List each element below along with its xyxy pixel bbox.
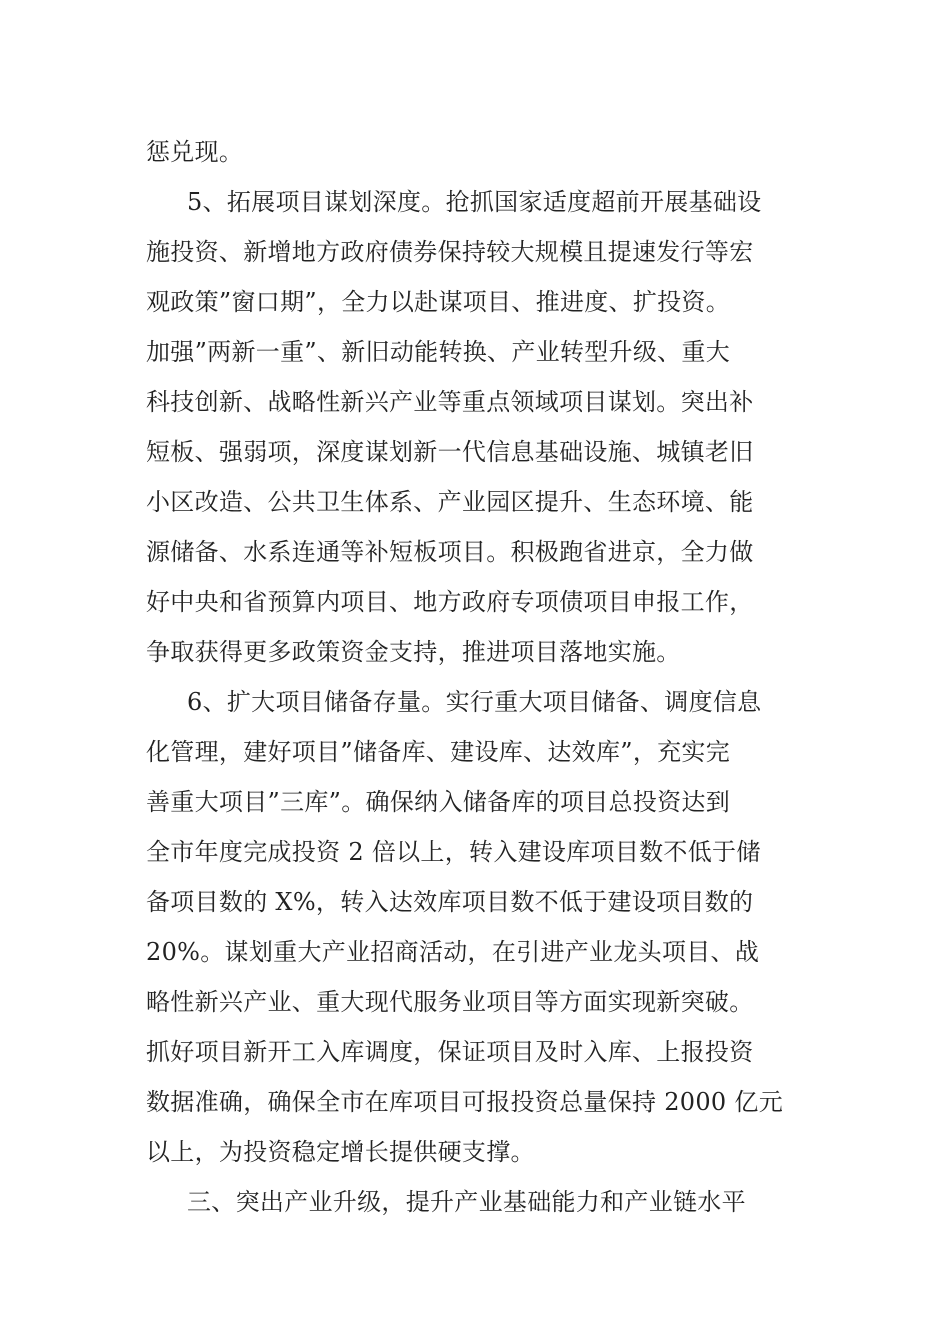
paragraph-6-first-line: 6、扩大项目储备存量。实行重大项目储备、调度信息 bbox=[187, 688, 762, 716]
text-line: 好中央和省预算内项目、地方政府专项债项目申报工作， bbox=[146, 588, 754, 616]
text-line: 备项目数的 X%，转入达效库项目数不低于建设项目数的 bbox=[146, 888, 754, 916]
text-line: 施投资、新增地方政府债券保持较大规模且提速发行等宏 bbox=[146, 238, 754, 266]
text-line: 加强”两新一重”、新旧动能转换、产业转型升级、重大 bbox=[146, 338, 731, 366]
text-line: 短板、强弱项，深度谋划新一代信息基础设施、城镇老旧 bbox=[146, 438, 754, 466]
text-line: 源储备、水系连通等补短板项目。积极跑省进京，全力做 bbox=[146, 538, 754, 566]
text-line: 小区改造、公共卫生体系、产业园区提升、生态环境、能 bbox=[146, 488, 754, 516]
section-heading: 三、突出产业升级，提升产业基础能力和产业链水平 bbox=[187, 1188, 746, 1216]
text-line: 化管理，建好项目”储备库、建设库、达效库”，充实完 bbox=[146, 738, 731, 766]
text-line: 善重大项目”三库”。确保纳入储备库的项目总投资达到 bbox=[146, 788, 731, 816]
text-line: 科技创新、战略性新兴产业等重点领域项目谋划。突出补 bbox=[146, 388, 754, 416]
text-line: 惩兑现。 bbox=[146, 138, 244, 166]
text-line: 观政策”窗口期”，全力以赴谋项目、推进度、扩投资。 bbox=[146, 288, 731, 316]
text-line: 20%。谋划重大产业招商活动，在引进产业龙头项目、战 bbox=[146, 938, 760, 966]
text-line: 略性新兴产业、重大现代服务业项目等方面实现新突破。 bbox=[146, 988, 754, 1016]
text-line: 全市年度完成投资 2 倍以上，转入建设库项目数不低于储 bbox=[146, 838, 761, 866]
paragraph-5-first-line: 5、拓展项目谋划深度。抢抓国家适度超前开展基础设 bbox=[187, 188, 762, 216]
text-line: 数据准确，确保全市在库项目可报投资总量保持 2000 亿元 bbox=[146, 1088, 784, 1116]
text-line: 以上，为投资稳定增长提供硬支撑。 bbox=[146, 1138, 535, 1166]
text-line: 抓好项目新开工入库调度，保证项目及时入库、上报投资 bbox=[146, 1038, 754, 1066]
text-line: 争取获得更多政策资金支持，推进项目落地实施。 bbox=[146, 638, 681, 666]
